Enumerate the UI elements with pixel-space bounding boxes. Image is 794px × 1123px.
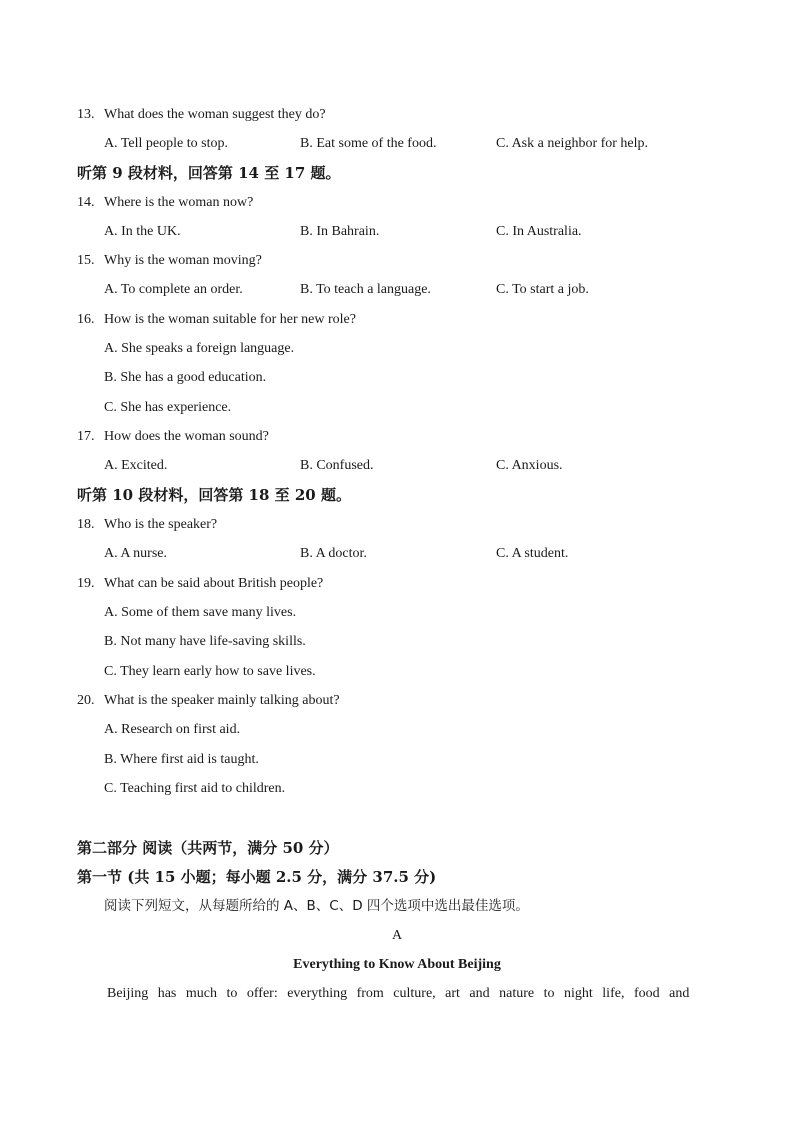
option-c: C. To start a job. bbox=[496, 282, 589, 297]
option-a: A. Excited. bbox=[104, 458, 168, 473]
option-b: B. Where first aid is taught. bbox=[104, 752, 259, 767]
passage-letter: A bbox=[391, 928, 403, 943]
option-b: B. To teach a language. bbox=[300, 282, 431, 297]
option-c: C. Ask a neighbor for help. bbox=[496, 136, 649, 151]
question-text: Where is the woman now? bbox=[104, 195, 254, 210]
option-a: A. To complete an order. bbox=[104, 282, 243, 297]
option-b: B. Not many have life-saving skills. bbox=[104, 634, 306, 649]
question-number: 20. bbox=[77, 693, 95, 708]
option-a: A. A nurse. bbox=[104, 546, 167, 561]
passage-text: Beijing has much to offer: everything from culture, art and nature to night life, food and bbox=[107, 986, 690, 1001]
question-number: 18. bbox=[77, 517, 95, 532]
option-b: B. A doctor. bbox=[300, 546, 367, 561]
option-a: A. Research on first aid. bbox=[104, 722, 241, 737]
option-c: C. Anxious. bbox=[496, 458, 563, 473]
option-a: A. In the UK. bbox=[104, 224, 181, 239]
part-two-title: 第二部分 阅读（共两节，满分 50 分） bbox=[77, 839, 339, 857]
option-c: C. She has experience. bbox=[104, 400, 232, 415]
question-text: What can be said about British people? bbox=[104, 576, 324, 591]
section-header-passage-9: 听第 9 段材料，回答第 14 至 17 题。 bbox=[77, 164, 341, 182]
option-c: C. They learn early how to save lives. bbox=[104, 664, 316, 679]
section-header-passage-10: 听第 10 段材料，回答第 18 至 20 题。 bbox=[77, 486, 351, 504]
option-b: B. Confused. bbox=[300, 458, 374, 473]
option-a: A. Tell people to stop. bbox=[104, 136, 228, 151]
section-one-title: 第一节 (共 15 小题；每小题 2.5 分，满分 37.5 分) bbox=[77, 868, 437, 886]
question-text: How does the woman sound? bbox=[104, 429, 269, 444]
question-number: 15. bbox=[77, 253, 95, 268]
question-number: 14. bbox=[77, 195, 95, 210]
question-text: What is the speaker mainly talking about? bbox=[104, 693, 340, 708]
passage-title: Everything to Know About Beijing bbox=[293, 957, 501, 972]
question-number: 13. bbox=[77, 107, 95, 122]
question-number: 19. bbox=[77, 576, 95, 591]
question-text: How is the woman suitable for her new role? bbox=[104, 312, 356, 327]
option-b: B. In Bahrain. bbox=[300, 224, 380, 239]
option-b: B. She has a good education. bbox=[104, 370, 267, 385]
question-text: Why is the woman moving? bbox=[104, 253, 262, 268]
option-a: A. She speaks a foreign language. bbox=[104, 341, 295, 356]
option-c: C. A student. bbox=[496, 546, 569, 561]
reading-instruction: 阅读下列短文，从每题所给的 A、B、C、D 四个选项中选出最佳选项。 bbox=[104, 898, 529, 914]
option-c: C. In Australia. bbox=[496, 224, 582, 239]
question-number: 17. bbox=[77, 429, 95, 444]
option-c: C. Teaching first aid to children. bbox=[104, 781, 286, 796]
question-number: 16. bbox=[77, 312, 95, 327]
option-b: B. Eat some of the food. bbox=[300, 136, 437, 151]
option-a: A. Some of them save many lives. bbox=[104, 605, 297, 620]
question-text: Who is the speaker? bbox=[104, 517, 218, 532]
question-text: What does the woman suggest they do? bbox=[104, 107, 326, 122]
